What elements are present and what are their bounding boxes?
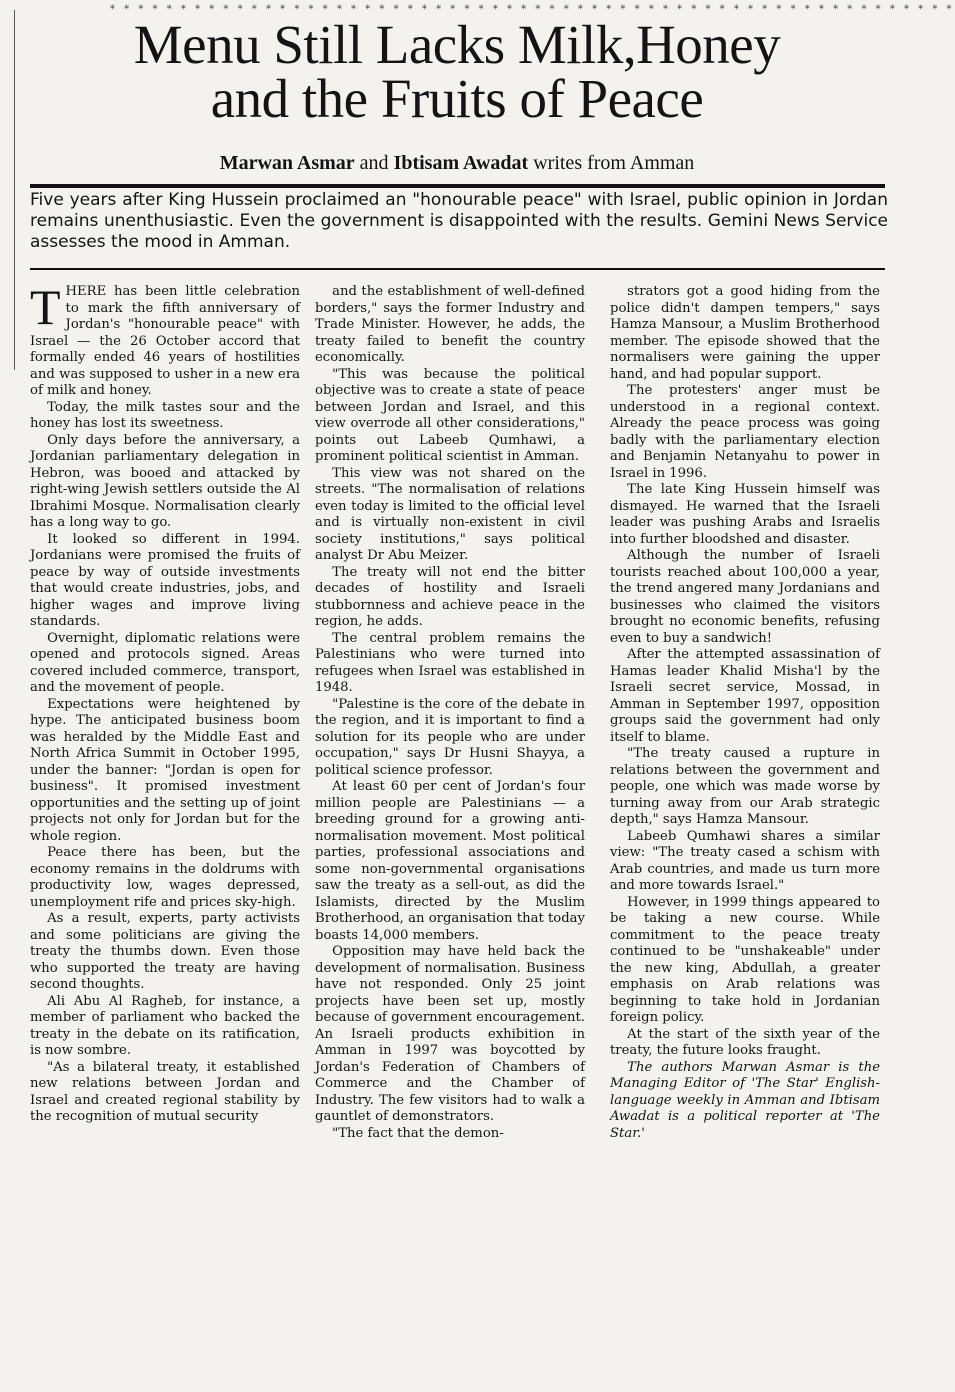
article-paragraph: "The treaty caused a rupture in relations between the government and people, one which was made worse by turning away from our Arab strategic depth," says Hamza Mansour. bbox=[610, 746, 880, 827]
byline bbox=[22, 152, 892, 175]
author-2: Ibtisam Awadat bbox=[393, 152, 529, 174]
headline-rule bbox=[30, 184, 885, 188]
article-paragraph bbox=[30, 279, 300, 400]
standfirst-rule bbox=[30, 268, 885, 270]
article-paragraph: The late King Hussein himself was dismayed. He warned that the Israeli leader was pushing Arabs and Israelis into further bloodshed and disaster. bbox=[610, 482, 880, 547]
author-1: Marwan Asmar bbox=[219, 152, 355, 174]
article-paragraph: As a result, experts, party activists and some politicians are giving the treaty the thumbs down. Even those who supported the treaty are having second thoughts. bbox=[30, 911, 300, 992]
article-paragraph: Overnight, diplomatic relations were opened and protocols signed. Areas covered included commerce, transport, and the movement of people. bbox=[30, 630, 300, 695]
top-decorative-border: * * * * * * * * * * * * * * * * * * * * * * * * * * * * * * * * * * * * * * * * * * * * * * * * * * * * * * * * * * * * bbox=[110, 4, 955, 15]
article-paragraph-text: HERE has been little celebration to mark the fifth anniversary of Jordan's "honourable peace" with Israel — the 26 October accord that formally ended 46 years of hostilities and was supposed to usher in a new era of milk and honey. bbox=[30, 284, 300, 398]
article-paragraph: Although the number of Israeli tourists reached about 100,000 a year, the trend angered many Jordanians and businesses who claimed the visitors brought no economic benefits, refusing even to buy a sandwich! bbox=[610, 548, 880, 646]
article-paragraph: Expectations were heightened by hype. The anticipated business boom was heralded by the Middle East and North Africa Summit in October 1995, under the banner: "Jordan is open for business". It promised investment opportunities and the setting up of joint projects not only for Jordan but for the whole region. bbox=[30, 696, 300, 844]
article-paragraph: The treaty will not end the bitter decades of hostility and Israeli stubbornness and achieve peace in the region, he adds. bbox=[315, 564, 585, 629]
article-paragraph: Labeeb Qumhawi shares a similar view: "The treaty cased a schism with Arab countries, and made us turn more and more towards Israel." bbox=[610, 828, 880, 893]
article-paragraph: Peace there has been, but the economy remains in the doldrums with productivity low, wages depressed, unemployment rife and prices sky-high. bbox=[30, 845, 300, 910]
byline-location: writes from Amman bbox=[528, 152, 695, 174]
article-column-1 bbox=[30, 279, 300, 1388]
article-column-2 bbox=[315, 284, 585, 1388]
article-paragraph: Ali Abu Al Ragheb, for instance, a member of parliament who backed the treaty in the debate on its ratification, is now sombre. bbox=[30, 993, 300, 1058]
headline-line-1: Menu Still Lacks Milk,Honey bbox=[133, 14, 781, 75]
article-paragraph: "As a bilateral treaty, it established new relations between Jordan and Israel and created regional stability by the recognition of mutual security bbox=[30, 1059, 300, 1124]
article-paragraph: Only days before the anniversary, a Jordanian parliamentary delegation in Hebron, was booed and attacked by right-wing Jewish settlers outside the Al Ibrahimi Mosque. Normalisation clearly has a long way to go. bbox=[30, 432, 300, 530]
article-paragraph: At the start of the sixth year of the treaty, the future looks fraught. bbox=[610, 1026, 880, 1058]
article-paragraph: strators got a good hiding from the police didn't dampen tempers," says Hamza Mansour, a Muslim Brotherhood member. The episode showed that the normalisers were gaining the upper hand, and had popular support. bbox=[610, 284, 880, 382]
article-paragraph: "This was because the political objective was to create a state of peace between Jordan and Israel, and this view overrode all other considerations," points out Labeeb Qumhawi, a prominent political scientist in Amman. bbox=[315, 366, 585, 464]
article-paragraph: and the establishment of well-defined borders," says the former Industry and Trade Minister. However, he adds, the treaty failed to benefit the country economically. bbox=[315, 284, 585, 365]
headline-line-2: and the Fruits of Peace bbox=[210, 68, 704, 129]
article-paragraph: At least 60 per cent of Jordan's four million people are Palestinians — a breeding ground for a growing anti-normalisation movement. Most political parties, professional associations and some non-governmental organisations saw the treaty as a sell-out, as did the Islamists, directed by the Muslim Brotherhood, an organisation that today boasts 14,000 members. bbox=[315, 779, 585, 943]
article-paragraph: However, in 1999 things appeared to be taking a new course. While commitment to the peace treaty continued to be "unshakeable" under the new king, Abdullah, a greater emphasis on Arab relations was beginning to take hold in Jordanian foreign policy. bbox=[610, 894, 880, 1025]
drop-cap: T bbox=[30, 279, 61, 335]
article-paragraph: "The fact that the demon- bbox=[332, 1125, 504, 1141]
article-paragraph: This view was not shared on the streets. "The normalisation of relations even today is limited to the official level and is virtually non-existent in civil society institutions," says political analyst Dr Abu Meizer. bbox=[315, 465, 585, 563]
article-paragraph: The central problem remains the Palestinians who were turned into refugees when Israel was established in 1948. bbox=[315, 630, 585, 695]
headline bbox=[22, 14, 892, 129]
left-margin-fragment bbox=[0, 10, 15, 370]
article-paragraph: It looked so different in 1994. Jordanians were promised the fruits of peace by way of outside investments that would create industries, jobs, and higher wages and improve living standards. bbox=[30, 531, 300, 629]
byline-connector: and bbox=[354, 152, 394, 174]
article-paragraph: Opposition may have held back the development of normalisation. Business have not responded. Only 25 joint projects have been set up, mostly because of government encouragement. An Israeli products exhibition in Amman in 1997 was boycotted by Jordan's Federation of Chambers of Commerce and the Chamber of Industry. The few visitors had to walk a gauntlet of demonstrators. bbox=[315, 944, 585, 1124]
article-paragraph: "Palestine is the core of the debate in the region, and it is important to find a solution for its people who are under occupation," says Dr Husni Shayya, a political science professor. bbox=[315, 696, 585, 778]
article-column-3 bbox=[610, 284, 880, 1388]
article-paragraph: Today, the milk tastes sour and the honey has lost its sweetness. bbox=[30, 399, 300, 431]
standfirst: Five years after King Hussein proclaimed an "honourable peace" with Israel, public opinion in Jordan remains unenthusiastic. Even the government is disappointed with the results. Gemini News Service assesses the mood in Amman. bbox=[30, 190, 888, 252]
author-footnote: The authors Marwan Asmar is the Managing Editor of 'The Star' English-language weekly in Amman and Ibtisam Awadat is a political reporter at 'The Star.' bbox=[610, 1059, 880, 1141]
article-paragraph: After the attempted assassination of Hamas leader Khalid Misha'l by the Israeli secret service, Mossad, in Amman in September 1997, opposition groups said the government had only itself to blame. bbox=[610, 647, 880, 745]
article-paragraph: The protesters' anger must be understood in a regional context. Already the peace process was going badly with the parliamentary election and Benjamin Netanyahu to power in Israel in 1996. bbox=[610, 383, 880, 481]
